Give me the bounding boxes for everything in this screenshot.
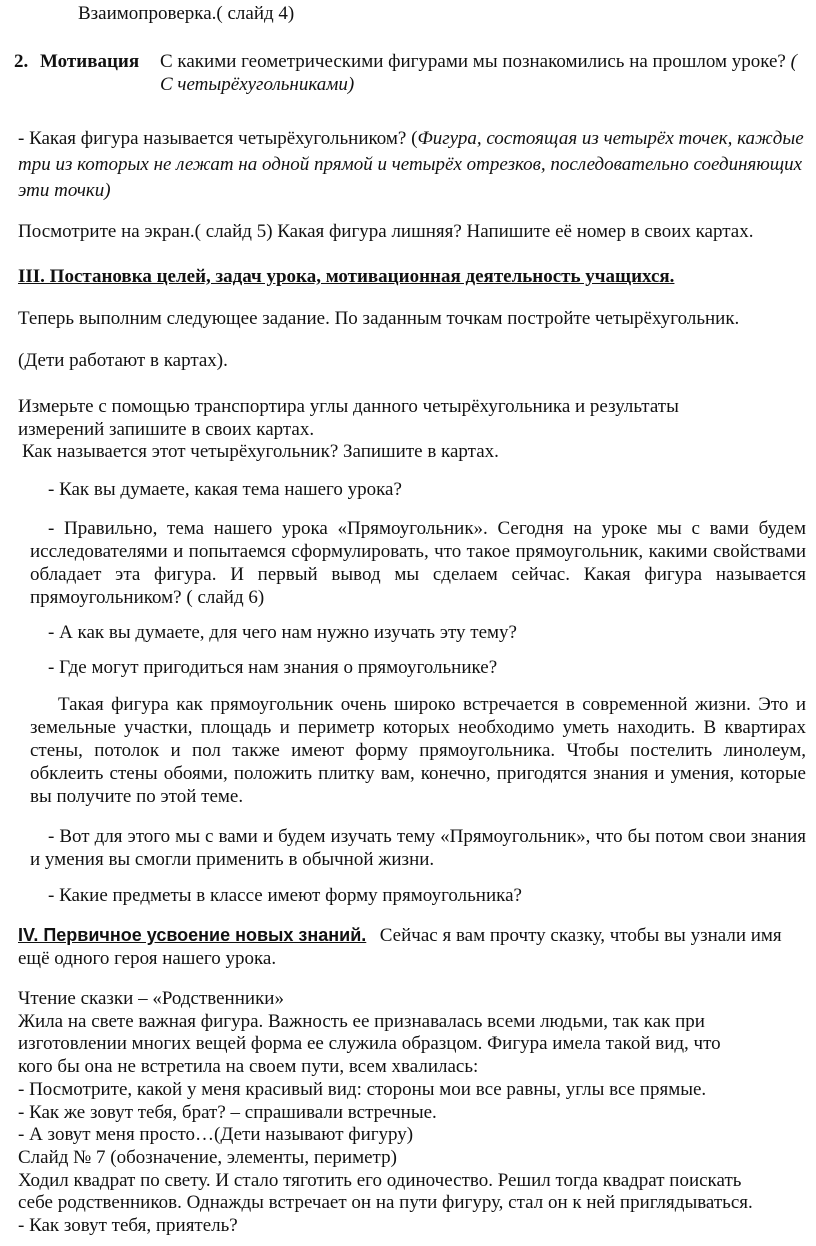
section-heading-4: IV. Первичное усвоение новых знаний. (18, 925, 367, 945)
story-line: - А зовут меня просто…(Дети называют фигуру) (18, 1124, 414, 1146)
motivation-paragraph (160, 50, 805, 96)
story-line: - Как же зовут тебя, брат? – спрашивали встречные. (18, 1101, 437, 1123)
paragraph-measure-angles: Измерьте с помощью транспортира углы данного четырёхугольника и результаты измерений запишите в своих картах. (18, 396, 679, 440)
paragraph-rectangle-in-life: Такая фигура как прямоугольник очень широко встречается в современной жизни. Это и земельные участки, площадь и периметр которых необходимо уметь находить. В квартирах стены, потолок и пол также имеют форму прямоугольника. Чтобы постелить линолеум, обклеить стены обоями, положить плитку вам, конечно, пригодятся знания и умения, которые вы получите по этой теме. (30, 694, 806, 807)
story-line: Ходил квадрат по свету. И стало тяготить его одиночество. Решил тогда квадрат поискать (18, 1169, 742, 1191)
section-4-paragraph (18, 924, 808, 970)
definition-answer: Фигура, состоящая из четырёх точек, каждые три из которых не лежат на одной прямой и четырёх отрезков, последовательно соединяющих эти точки) (18, 128, 804, 201)
section-heading-3: III. Постановка целей, задач урока, мотивационная деятельность учащихся. (18, 266, 675, 287)
paragraph-lesson-topic: - Правильно, тема нашего урока «Прямоугольник». Сегодня на уроке мы с вами будем исследователями и попытаемся сформулировать, что такое прямоугольник, какими свойствами обладает эта фигура. И первый вывод мы сделаем сейчас. Какая фигура называется прямоугольником? ( слайд 6) (30, 518, 806, 608)
motivation-answer: ( С четырёхугольниками) (160, 51, 797, 95)
story-line: кого бы она не встретила на своем пути, всем хвалилась: (18, 1056, 479, 1078)
paragraph-study-topic: - Вот для этого мы с вами и будем изучать тему «Прямоугольник», что бы потом свои знания и умения вы смогли применить в обычной жизни. (30, 826, 806, 870)
paragraph-work-cards: (Дети работают в картах). (18, 350, 228, 371)
story-line: Слайд № 7 (обозначение, элементы, периметр) (18, 1146, 397, 1168)
paragraph-lesson-topic-question: - Как вы думаете, какая тема нашего урока? (48, 479, 402, 500)
paragraph-task-points: Теперь выполним следующее задание. По заданным точкам постройте четырёхугольник. (18, 308, 740, 329)
paragraph-quadrilateral-definition (18, 126, 808, 204)
paragraph-classroom-objects: - Какие предметы в классе имеют форму прямоугольника? (48, 885, 522, 906)
section-heading-motivation: Мотивация (40, 51, 140, 72)
paragraph-peer-check: Взаимопроверка.( слайд 4) (78, 3, 295, 24)
motivation-question: С какими геометрическими фигурами мы познакомились на прошлом уроке? (160, 51, 786, 72)
story-line: себе родственников. Однажды встречает он на пути фигуру, стал он к ней приглядываться. (18, 1192, 753, 1214)
story-line: изготовлении многих вещей форма ее служила образцом. Фигура имела такой вид, что (18, 1033, 721, 1055)
paragraph-name-quadrilateral: Как называется этот четырёхугольник? Запишите в картах. (22, 441, 499, 462)
section-4-text: Сейчас я вам прочту сказку, чтобы вы узнали имя ещё одного героя нашего урока. (18, 925, 782, 969)
story-line: Жила на свете важная фигура. Важность ее признавалась всеми людьми, так как при (18, 1010, 705, 1032)
paragraph-where-useful: - Где могут пригодиться нам знания о прямоугольнике? (48, 657, 498, 678)
story-block (18, 988, 808, 1238)
story-line: - Как зовут тебя, приятель? (18, 1215, 238, 1237)
definition-question: - Какая фигура называется четырёхугольником? ( (18, 128, 418, 149)
paragraph-why-study: - А как вы думаете, для чего нам нужно изучать эту тему? (48, 622, 517, 643)
section-number: 2. (14, 51, 29, 72)
story-line: - Посмотрите, какой у меня красивый вид: стороны мои все равны, углы все прямые. (18, 1078, 707, 1100)
story-line: Чтение сказки – «Родственники» (18, 988, 284, 1009)
paragraph-screen-task: Посмотрите на экран.( слайд 5) Какая фигура лишняя? Напишите её номер в своих картах. (18, 221, 754, 242)
